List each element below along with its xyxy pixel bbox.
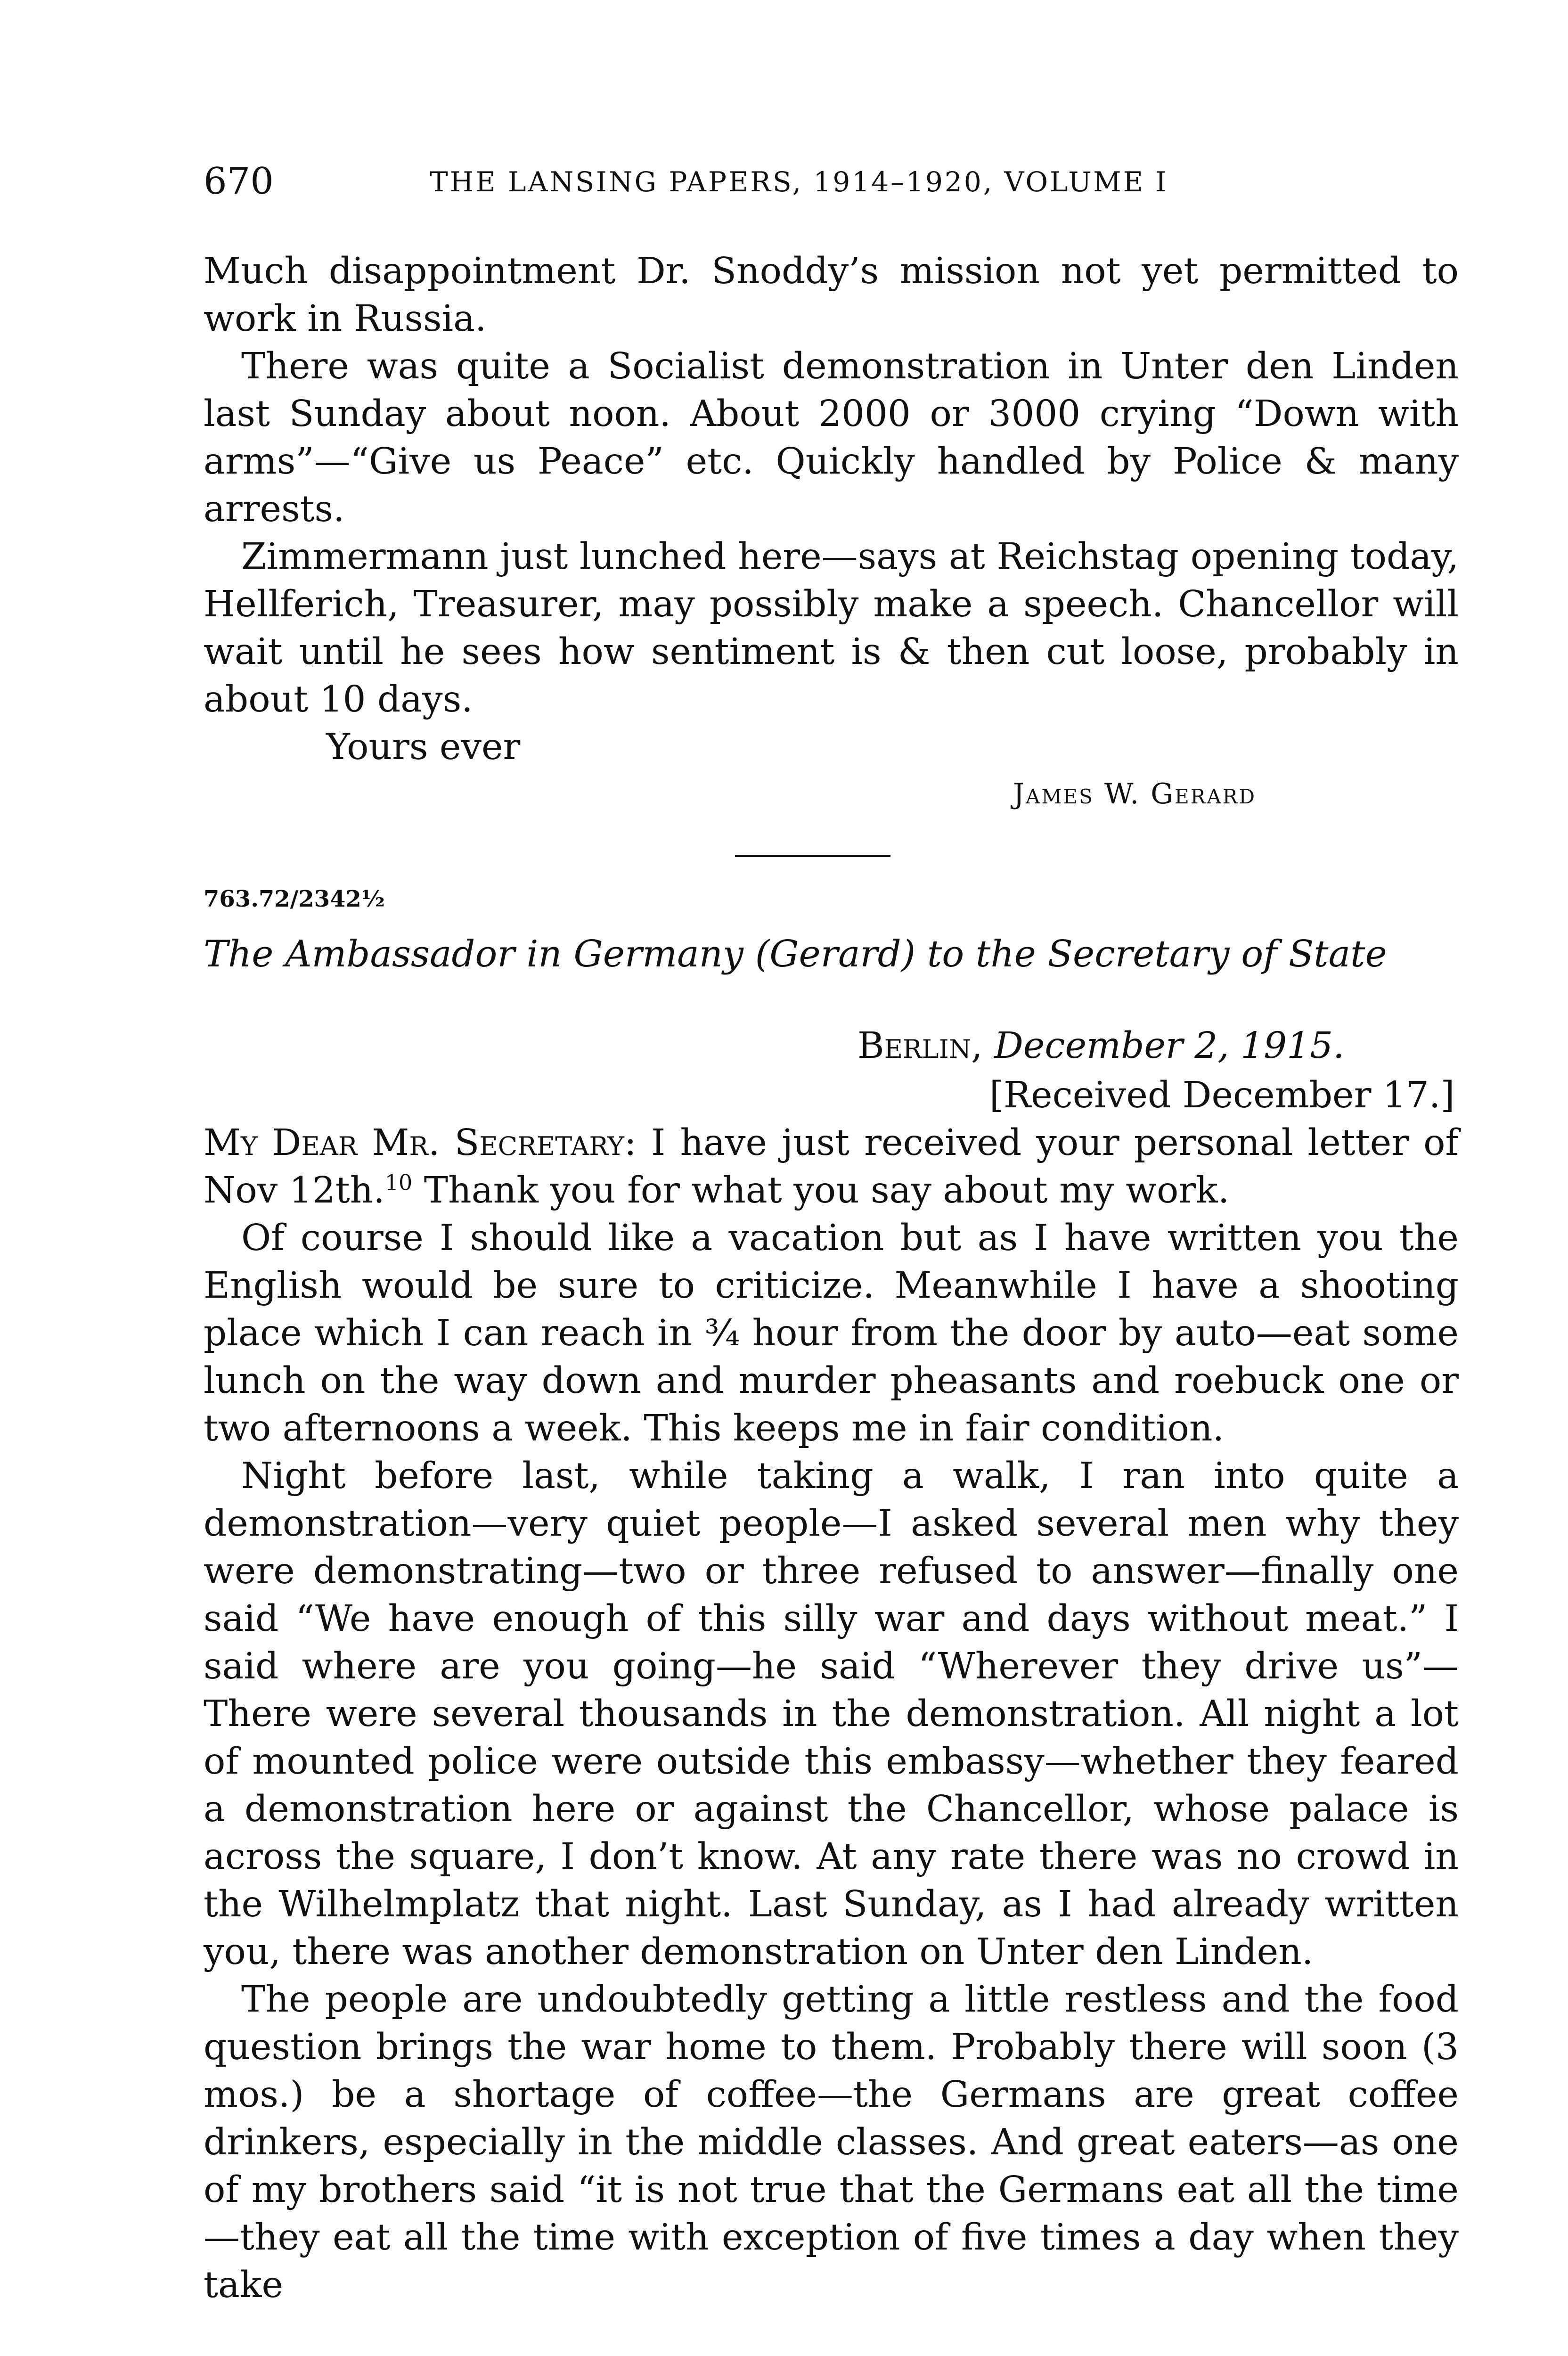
previous-letter bbox=[204, 247, 1459, 771]
opening-paragraph bbox=[204, 1119, 1459, 1214]
footnote-ref: 10 bbox=[384, 1170, 413, 1195]
paragraph: Of course I should like a vacation but as I have written you the English would be sure to criticize. Meanwhile I have a shooting place which I can reach in ¾ hour from the door by auto—eat some lunch on the way down and murder pheasants and roebuck one or two afternoons a week. This keeps me in fair condition. bbox=[204, 1217, 1459, 1449]
paragraph: Zimmermann just lunched here—says at Reichstag opening today, Hellferich, Treasurer, may possibly make a speech. Chancellor will wait until he sees how sentiment is & then cut loose, probably in about 10 days. bbox=[204, 536, 1459, 720]
running-title: THE LANSING PAPERS, 1914–1920, VOLUME I bbox=[430, 166, 1168, 198]
file-number: 763.72/2342½ bbox=[204, 886, 385, 912]
paragraph: There was quite a Socialist demonstration in Unter den Linden last Sunday about noon. About 2000 or 3000 crying “Down with arms”—“Give us Peace” etc. Quickly handled by Police & many arrests. bbox=[204, 345, 1459, 530]
place: Berlin, bbox=[858, 1025, 983, 1067]
closing: Yours ever bbox=[326, 726, 521, 768]
opening-text: I have just received your personal letter of Nov 12th. bbox=[204, 1122, 1459, 1211]
page-header bbox=[204, 160, 1447, 212]
dateline bbox=[858, 1025, 1345, 1067]
paragraph: The people are undoubtedly getting a little restless and the food question brings the war home to them. Probably there will soon (3 mos.) be a shortage of coffee—the Germans are great coffee drinkers, especially in the middle classes. And great eaters—as one of my brothers said “it is not true that the Germans eat all the time—they eat all the time with exception of five times a day when they take bbox=[204, 1979, 1459, 2306]
section-divider bbox=[735, 855, 890, 857]
date: December 2, 1915. bbox=[994, 1025, 1345, 1067]
document-title: The Ambassador in Germany (Gerard) to the Secretary of State bbox=[204, 933, 1387, 975]
paragraph: Much disappointment Dr. Snoddy’s mission not yet permitted to work in Russia. bbox=[204, 250, 1459, 340]
page-number: 670 bbox=[204, 160, 274, 203]
signature: James W. Gerard bbox=[1013, 777, 1257, 810]
letter-body bbox=[204, 1119, 1459, 2309]
paragraph: Night before last, while taking a walk, I ran into quite a demonstration—very quiet people—I asked several men why they were demonstrating—two or three refused to answer—finally one said “We have enough of this silly war and days without meat.” I said where are you going—he said “Wherever they drive us”—There were several thousands in the demonstration. All night a lot of mounted police were outside this embassy—whether they feared a demonstration here or against the Chancellor, whose palace is across the square, I don’t know. At any rate there was no crowd in the Wilhelmplatz that night. Last Sunday, as I had already written you, there was another demonstration on Unter den Linden. bbox=[204, 1455, 1459, 1973]
opening-rest: Thank you for what you say about my work. bbox=[412, 1170, 1230, 1211]
received-date: [Received December 17.] bbox=[989, 1074, 1455, 1116]
salutation: My Dear Mr. Secretary: bbox=[204, 1122, 637, 1164]
